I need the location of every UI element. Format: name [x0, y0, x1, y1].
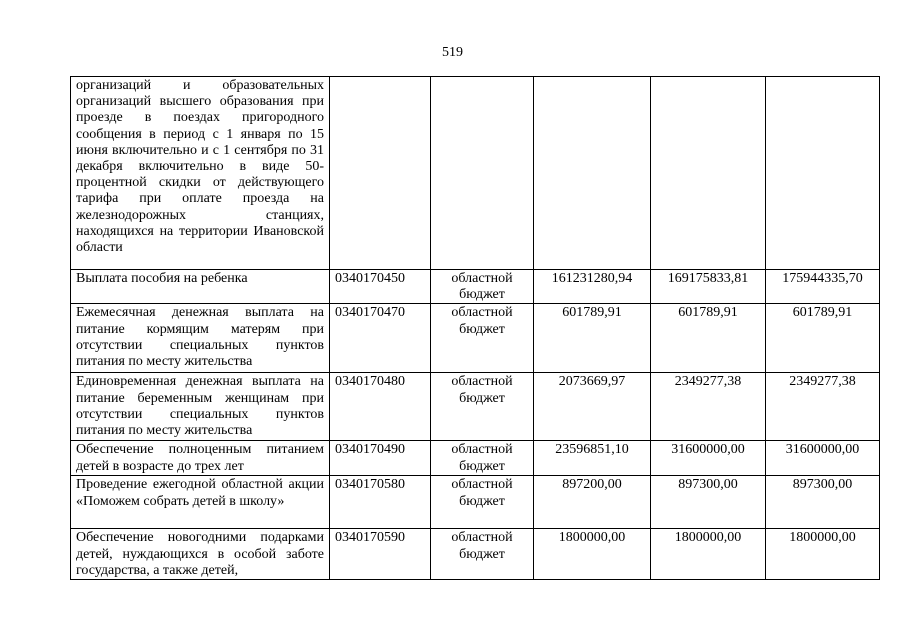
row-code: 0340170450 [330, 270, 431, 304]
table-row [71, 441, 880, 476]
row-value-3 [766, 77, 880, 270]
row-code: 0340170490 [330, 441, 431, 476]
row-code: 0340170470 [330, 304, 431, 373]
row-funding-source: областной бюджет [431, 373, 534, 441]
row-funding-source: областной бюджет [431, 441, 534, 476]
row-value-3: 601789,91 [766, 304, 880, 373]
table-row [71, 373, 880, 441]
row-funding-source [431, 77, 534, 270]
row-funding-source: областной бюджет [431, 270, 534, 304]
row-value-2: 31600000,00 [651, 441, 766, 476]
row-description: Выплата пособия на ребенка [71, 270, 330, 304]
row-value-2 [651, 77, 766, 270]
row-description: Единовременная денежная выплата на питание беременным женщинам при отсутствии специальных пунктов питания по месту жительства [71, 373, 330, 441]
row-value-2: 601789,91 [651, 304, 766, 373]
page-number: 519 [442, 45, 463, 60]
row-description: организаций и образовательных организаций высшего образования при проезде в поездах пригородного сообщения в период с 1 января по 15 июня включительно и с 1 сентября по 31 декабря включительно в виде 50-процентной скидки от действующего тарифа при оплате проезда на железнодорожных станциях, находящихся на территории Ивановской области [71, 77, 330, 270]
table-row [71, 529, 880, 580]
row-value-1: 601789,91 [534, 304, 651, 373]
row-code: 0340170580 [330, 476, 431, 529]
row-funding-source: областной бюджет [431, 476, 534, 529]
row-value-2: 169175833,81 [651, 270, 766, 304]
row-value-3: 31600000,00 [766, 441, 880, 476]
row-value-1: 23596851,10 [534, 441, 651, 476]
row-value-2: 2349277,38 [651, 373, 766, 441]
row-value-3: 897300,00 [766, 476, 880, 529]
row-value-2: 897300,00 [651, 476, 766, 529]
row-value-3: 175944335,70 [766, 270, 880, 304]
row-value-3: 2349277,38 [766, 373, 880, 441]
row-funding-source: областной бюджет [431, 529, 534, 580]
row-description: Ежемесячная денежная выплата на питание кормящим матерям при отсутствии специальных пунктов питания по месту жительства [71, 304, 330, 373]
table-row [71, 304, 880, 373]
table-row [71, 77, 880, 270]
row-value-1: 2073669,97 [534, 373, 651, 441]
row-value-2: 1800000,00 [651, 529, 766, 580]
budget-table [70, 76, 880, 580]
row-value-1: 161231280,94 [534, 270, 651, 304]
row-description: Проведение ежегодной областной акции «Поможем собрать детей в школу» [71, 476, 330, 529]
row-code: 0340170590 [330, 529, 431, 580]
row-description: Обеспечение новогодними подарками детей, нуждающихся в особой заботе государства, а также детей, [71, 529, 330, 580]
row-funding-source: областной бюджет [431, 304, 534, 373]
row-code [330, 77, 431, 270]
table-row [71, 476, 880, 529]
table-row [71, 270, 880, 304]
row-value-3: 1800000,00 [766, 529, 880, 580]
row-value-1 [534, 77, 651, 270]
row-description: Обеспечение полноценным питанием детей в возрасте до трех лет [71, 441, 330, 476]
row-value-1: 897200,00 [534, 476, 651, 529]
row-code: 0340170480 [330, 373, 431, 441]
row-value-1: 1800000,00 [534, 529, 651, 580]
